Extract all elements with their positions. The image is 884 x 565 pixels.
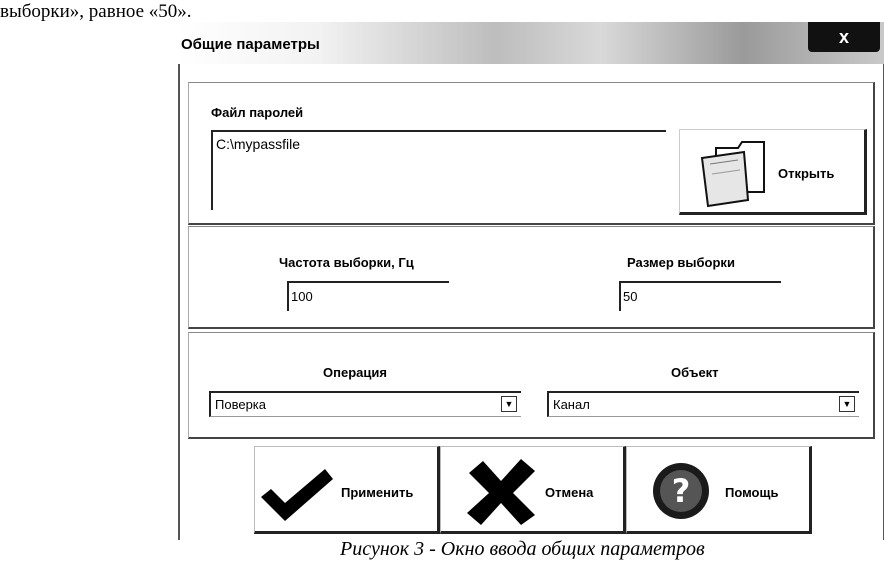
sample-size-label: Размер выборки bbox=[627, 255, 735, 270]
sample-size-input[interactable]: 50 bbox=[619, 281, 781, 311]
cancel-button[interactable] bbox=[440, 446, 626, 534]
open-button[interactable] bbox=[679, 129, 867, 215]
document-intro-text: выборки», равное «50». bbox=[0, 1, 192, 22]
sampling-section bbox=[188, 226, 875, 329]
question-icon bbox=[651, 461, 711, 521]
frequency-input[interactable]: 100 bbox=[287, 281, 449, 311]
dialog-body bbox=[178, 64, 884, 540]
object-value: Канал bbox=[553, 397, 590, 412]
frequency-label: Частота выборки, Гц bbox=[279, 255, 414, 270]
password-file-field[interactable]: C:\mypassfile bbox=[211, 130, 666, 210]
window-title: Общие параметры bbox=[181, 36, 320, 53]
folder-icon bbox=[698, 138, 774, 208]
apply-button[interactable] bbox=[254, 446, 440, 534]
action-buttons bbox=[254, 446, 810, 538]
general-parameters-dialog bbox=[178, 22, 884, 540]
title-bar bbox=[178, 22, 884, 64]
help-button[interactable] bbox=[626, 446, 812, 534]
figure-caption: Рисунок 3 - Окно ввода общих параметров bbox=[340, 538, 705, 560]
cross-icon bbox=[463, 457, 539, 527]
object-label: Объект bbox=[671, 365, 719, 380]
object-select[interactable] bbox=[547, 391, 859, 417]
close-icon: x bbox=[838, 26, 849, 47]
chevron-down-icon[interactable]: ▼ bbox=[839, 396, 855, 412]
checkmark-icon bbox=[257, 465, 337, 525]
operation-select[interactable] bbox=[209, 391, 521, 417]
svg-text:?: ? bbox=[671, 472, 691, 510]
chevron-down-icon[interactable]: ▼ bbox=[501, 396, 517, 412]
operation-label: Операция bbox=[323, 365, 387, 380]
apply-button-label: Применить bbox=[341, 485, 414, 500]
close-button[interactable] bbox=[808, 22, 880, 52]
cancel-button-label: Отмена bbox=[545, 485, 594, 500]
password-file-section bbox=[188, 82, 875, 225]
operation-value: Поверка bbox=[215, 397, 266, 412]
operation-section bbox=[188, 332, 875, 439]
password-file-label: Файл паролей bbox=[211, 105, 304, 120]
help-button-label: Помощь bbox=[725, 485, 779, 500]
open-button-label: Открыть bbox=[778, 166, 835, 181]
